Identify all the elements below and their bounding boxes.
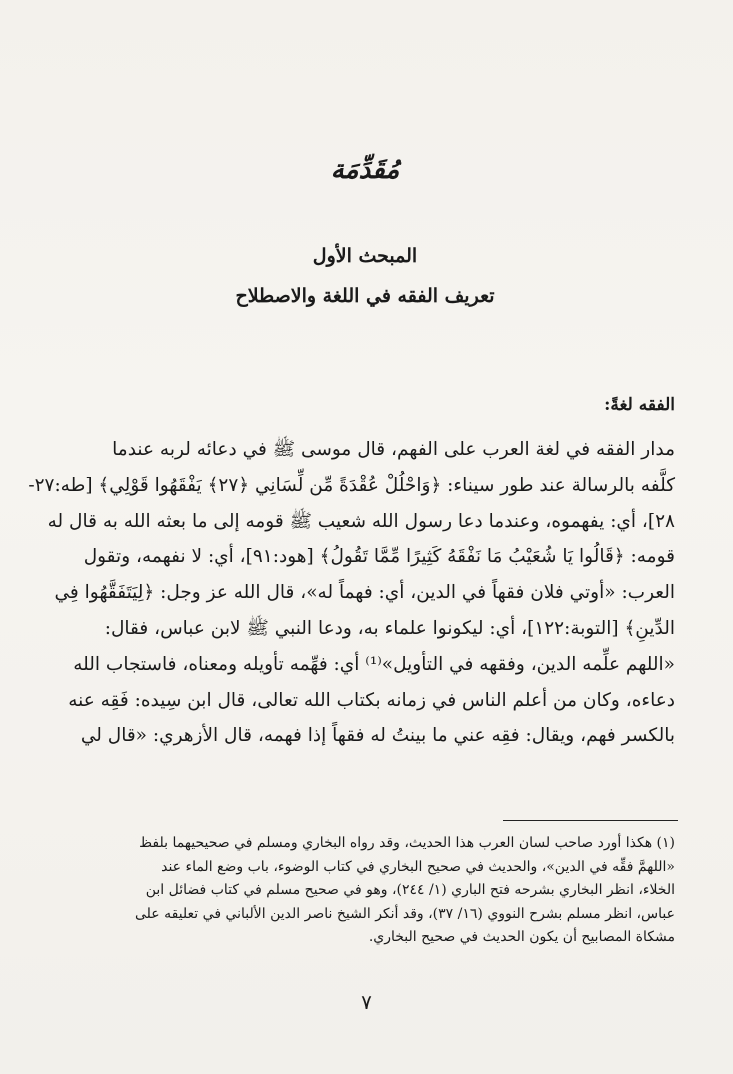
footnote-line: الخلاء، انظر البخاري بشرحه فتح الباري (١/ ٢٤٤)، وهو في صحيح مسلم في كتاب فضائل ابن: [145, 882, 675, 898]
footnote-line: «اللهمَّ فقِّه في الدين»، والحديث في صحيح البخاري في كتاب الوضوء، باب وضع الماء عند: [161, 858, 675, 875]
body-line: قومه: ﴿قَالُوا يَا شُعَيْبُ مَا نَفْقَهُ كَثِيرًا مِّمَّا تَقُولُ﴾ [هود:٩١]، أي: لا نفهمه، وتقول: [83, 546, 675, 568]
body-line: كلَّفه بالرسالة عند طور سيناء: ﴿وَاحْلُلْ عُقْدَةً مِّن لِّسَانِي ﴿٢٧﴾ يَفْقَهُوا قَوْلِي﴾ [طه:٢٧-: [28, 474, 675, 496]
introduction-title: مُقَدِّمَة: [330, 155, 400, 185]
body-line: العرب: «أوتي فلان فقهاً في الدين، أي: فهماً له»، قال الله عز وجل: ﴿لِيَتَفَقَّهُوا فِي: [54, 582, 675, 604]
section-title: المبحث الأول: [312, 245, 418, 267]
page-number: ٧: [361, 990, 372, 1014]
footnote-line: (١) هكذا أورد صاحب لسان العرب هذا الحديث، وقد رواه البخاري ومسلم في صحيحيهما بلفظ: [139, 835, 675, 851]
footnote-divider: [503, 820, 678, 821]
footnote-line: مشكاة المصابيح أن يكون الحديث في صحيح البخاري.: [368, 929, 675, 945]
footnote-line: عباس، انظر مسلم بشرح النووي (١٦/ ٣٧)، وقد أنكر الشيخ ناصر الدين الألباني في تعليقه على: [135, 905, 675, 922]
body-line: بالكسر فهم، ويقال: فقِه عني ما بينتُ له فقهاً إذا فهمه، قال الأزهري: «قال لي: [80, 725, 675, 747]
footnote: [55, 832, 675, 950]
section-subtitle: تعريف الفقه في اللغة والاصطلاح: [235, 285, 495, 307]
body-line: دعاءه، وكان من أعلم الناس في زمانه بكتاب الله تعالى، قال ابن سِيده: فَقِه عنه: [68, 689, 675, 711]
body-line: الدِّينِ﴾ [التوبة:١٢٢]، أي: ليكونوا علماء به، ودعا النبي ﷺ لابن عباس، فقال:: [104, 617, 675, 639]
body-line: ٢٨]، أي: يفهموه، وعندما دعا رسول الله شعيب ﷺ قومه إلى ما بعثه الله به قال له: [47, 510, 675, 532]
body-paragraph: [28, 432, 675, 754]
body-line: «اللهم علِّمه الدين، وفقهه في التأويل»⁽¹⁾ أي: فهِّمه تأويله ومعناه، فاستجاب الله: [73, 653, 675, 675]
subheading: الفقه لغةً:: [604, 395, 675, 415]
body-line: مدار الفقه في لغة العرب على الفهم، قال موسى ﷺ في دعائه لربه عندما: [112, 439, 675, 460]
